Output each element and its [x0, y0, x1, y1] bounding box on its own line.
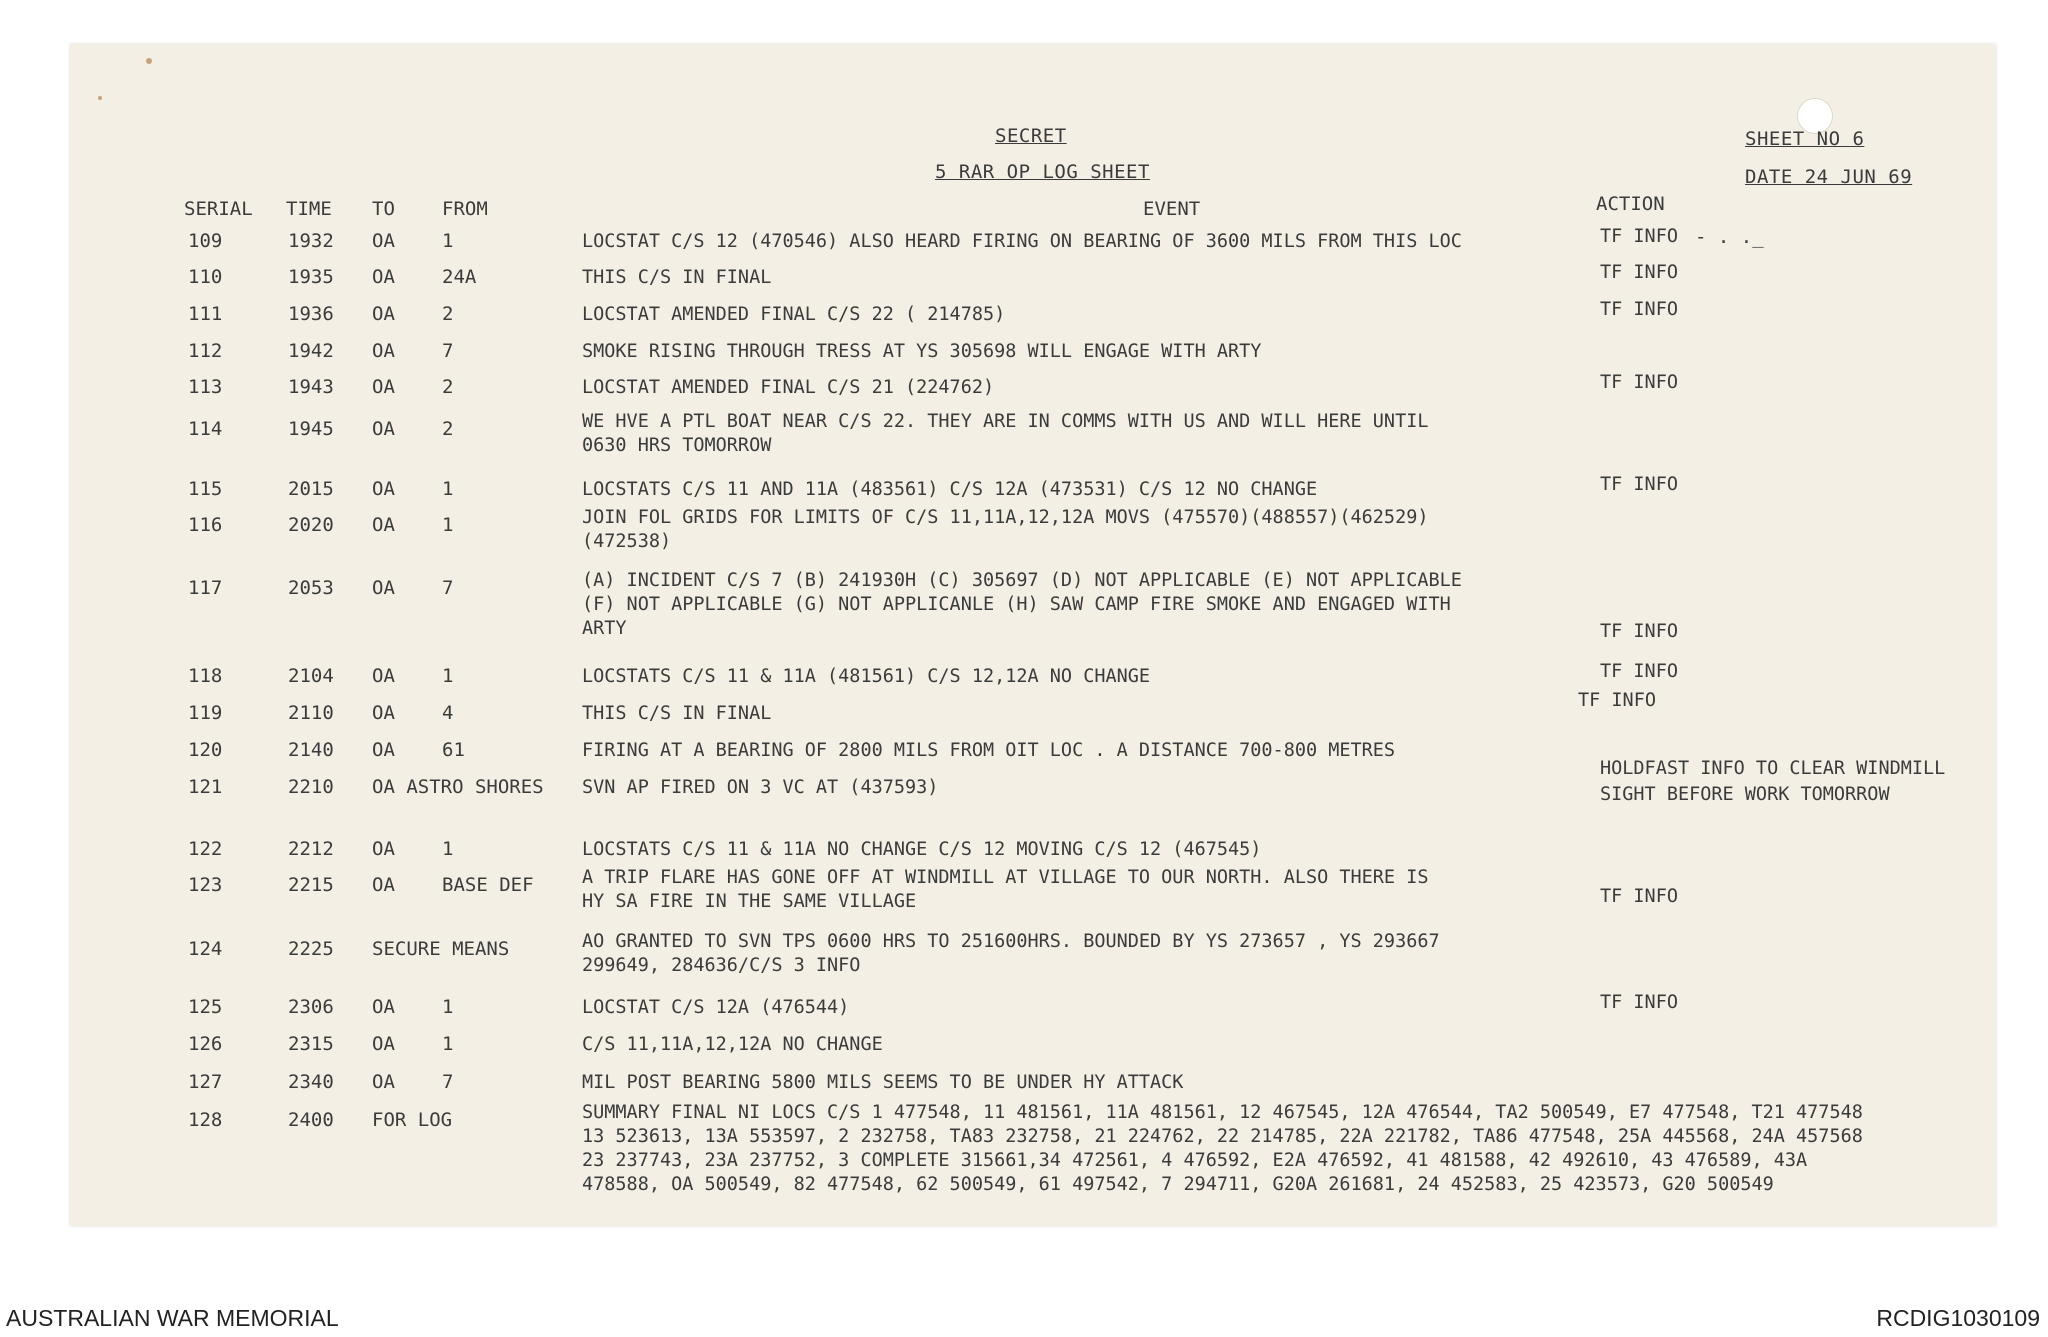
row-event-line: LOCSTAT AMENDED FINAL C/S 21 (224762) — [582, 377, 995, 398]
row-event-line: LOCSTAT C/S 12 (470546) ALSO HEARD FIRING ON BEARING OF 3600 MILS FROM THIS LOC — [582, 231, 1462, 252]
row-serial: 119 — [188, 702, 223, 724]
row-to: OA — [372, 303, 395, 325]
row-serial: 116 — [188, 514, 223, 536]
row-action — [1578, 688, 1656, 714]
row-time: 2210 — [288, 776, 334, 798]
row-serial: 120 — [188, 739, 223, 761]
row-action-line: TF INFO — [1600, 372, 1678, 393]
paper-stain — [98, 96, 102, 100]
row-action-line: TF INFO — [1600, 262, 1678, 283]
row-to: OA — [372, 874, 395, 896]
row-time: 1942 — [288, 340, 334, 362]
row-event — [582, 665, 1150, 689]
row-event-line: MIL POST BEARING 5800 MILS SEEMS TO BE UNDER HY ATTACK — [582, 1072, 1184, 1093]
row-time: 1936 — [288, 303, 334, 325]
log-sheet-title: 5 RAR OP LOG SHEET — [935, 161, 1150, 183]
row-event — [582, 776, 938, 800]
row-from: 1 — [442, 838, 454, 860]
row-from: 4 — [442, 702, 454, 724]
row-event-line: LOCSTAT AMENDED FINAL C/S 22 ( 214785) — [582, 304, 1006, 325]
row-from: BASE DEF — [442, 874, 534, 896]
row-from: 61 — [442, 739, 465, 761]
column-header-action: ACTION — [1596, 193, 1665, 215]
row-to: OA — [372, 1033, 395, 1055]
row-from: 1 — [442, 514, 454, 536]
row-to: OA — [372, 577, 395, 599]
row-action-line: TF INFO — [1600, 621, 1678, 642]
row-from: 2 — [442, 303, 454, 325]
row-time: 2110 — [288, 702, 334, 724]
row-serial: 123 — [188, 874, 223, 896]
row-action — [1600, 472, 1678, 498]
row-action-line: SIGHT BEFORE WORK TOMORROW — [1600, 784, 1890, 805]
row-event-line: FIRING AT A BEARING OF 2800 MILS FROM OIT LOC . A DISTANCE 700-800 METRES — [582, 740, 1396, 761]
row-event-line: SVN AP FIRED ON 3 VC AT (437593) — [582, 777, 939, 798]
row-event-line: (472538) — [582, 531, 672, 552]
row-serial: 127 — [188, 1071, 223, 1093]
column-header-time: TIME — [286, 198, 332, 220]
row-action-line: TF INFO — [1600, 299, 1678, 320]
row-to: OA — [372, 838, 395, 860]
row-from: 1 — [442, 478, 454, 500]
sheet-date: DATE 24 JUN 69 — [1745, 166, 1913, 188]
row-time: 1945 — [288, 418, 334, 440]
row-action — [1600, 260, 1678, 286]
row-to: OA — [372, 230, 395, 252]
row-serial: 113 — [188, 376, 223, 398]
column-header-to: TO — [372, 198, 395, 220]
row-serial: 110 — [188, 266, 223, 288]
row-action-line: TF INFO — [1600, 661, 1678, 682]
row-time: 2015 — [288, 478, 334, 500]
row-event — [582, 838, 1261, 862]
row-from: 2 — [442, 418, 454, 440]
row-serial: 122 — [188, 838, 223, 860]
row-action — [1600, 224, 1678, 250]
row-serial: 115 — [188, 478, 223, 500]
row-event-line: SMOKE RISING THROUGH TRESS AT YS 305698 WILL ENGAGE WITH ARTY — [582, 341, 1262, 362]
row-action-line: TF INFO — [1600, 992, 1678, 1013]
row-event — [582, 303, 1005, 327]
row-to: OA — [372, 376, 395, 398]
row-event — [582, 739, 1395, 763]
row-time: 1935 — [288, 266, 334, 288]
row-time: 2104 — [288, 665, 334, 687]
row-serial: 125 — [188, 996, 223, 1018]
row-serial: 109 — [188, 230, 223, 252]
row-event — [582, 478, 1317, 502]
row-event — [582, 702, 771, 726]
row-event-line: 0630 HRS TOMORROW — [582, 435, 772, 456]
row-event-line: LOCSTAT C/S 12A (476544) — [582, 997, 850, 1018]
row-event — [582, 230, 1462, 254]
row-to: OA — [372, 478, 395, 500]
row-action — [1600, 370, 1678, 396]
row-event — [582, 410, 1428, 458]
row-to: OA — [372, 739, 395, 761]
row-from: 2 — [442, 376, 454, 398]
row-to: OA ASTRO SHORES — [372, 776, 544, 798]
row-to: OA — [372, 418, 395, 440]
row-event — [582, 996, 849, 1020]
row-event-line: LOCSTATS C/S 11 AND 11A (483561) C/S 12A (473531) C/S 12 NO CHANGE — [582, 479, 1318, 500]
row-action — [1600, 884, 1678, 910]
row-event-line: (F) NOT APPLICABLE (G) NOT APPLICANLE (H) SAW CAMP FIRE SMOKE AND ENGAGED WITH — [582, 594, 1451, 615]
row-event-line: THIS C/S IN FINAL — [582, 267, 772, 288]
row-serial: 121 — [188, 776, 223, 798]
row-event-line: WE HVE A PTL BOAT NEAR C/S 22. THEY ARE IN COMMS WITH US AND WILL HERE UNTIL — [582, 411, 1429, 432]
row-to: SECURE MEANS — [372, 938, 510, 960]
row-event-line: JOIN FOL GRIDS FOR LIMITS OF C/S 11,11A,12,12A MOVS (475570)(488557)(462529) — [582, 507, 1429, 528]
row-event-line: C/S 11,11A,12,12A NO CHANGE — [582, 1034, 883, 1055]
row-event — [582, 1033, 883, 1057]
paper-stain — [146, 58, 152, 64]
row-time: 2020 — [288, 514, 334, 536]
row-event-line: 23 237743, 23A 237752, 3 COMPLETE 315661,34 472561, 4 476592, E2A 476592, 41 481588, 42 492610, 43 476589, 43A — [582, 1150, 1808, 1171]
classification-heading: SECRET — [995, 125, 1067, 147]
row-event-line: 478588, OA 500549, 82 477548, 62 500549, 61 497542, 7 294711, G20A 261681, 24 452583, 25 423573, G20 500549 — [582, 1174, 1774, 1195]
row-from: 24A — [442, 266, 477, 288]
row-from: 7 — [442, 1071, 454, 1093]
row-time: 2225 — [288, 938, 334, 960]
row-event-line: ARTY — [582, 618, 627, 639]
row-event-line: A TRIP FLARE HAS GONE OFF AT WINDMILL AT VILLAGE TO OUR NORTH. ALSO THERE IS — [582, 867, 1429, 888]
row-time: 2340 — [288, 1071, 334, 1093]
row-action — [1600, 297, 1678, 323]
row-event — [582, 506, 1428, 554]
row-event-line: SUMMARY FINAL NI LOCS C/S 1 477548, 11 481561, 11A 481561, 12 467545, 12A 476544, TA2 500549, E7 477548, T21 477548 — [582, 1102, 1863, 1123]
row-to: OA — [372, 340, 395, 362]
row-from: 7 — [442, 340, 454, 362]
row-event-line: 13 523613, 13A 553597, 2 232758, TA83 232758, 21 224762, 22 214785, 22A 221782, TA86 477548, 25A 445568, 24A 457568 — [582, 1126, 1863, 1147]
row-serial: 111 — [188, 303, 223, 325]
row-event-line: (A) INCIDENT C/S 7 (B) 241930H (C) 305697 (D) NOT APPLICABLE (E) NOT APPLICABLE — [582, 570, 1462, 591]
row-to: OA — [372, 514, 395, 536]
row-margin-mark: - . ._ — [1695, 226, 1764, 248]
row-event — [582, 340, 1261, 364]
row-serial: 126 — [188, 1033, 223, 1055]
column-header-event: EVENT — [1143, 198, 1201, 220]
column-header-serial: SERIAL — [184, 198, 253, 220]
row-event — [582, 866, 1428, 914]
row-action-line: TF INFO — [1600, 886, 1678, 907]
row-event — [582, 569, 1462, 641]
row-to: OA — [372, 996, 395, 1018]
row-from: 1 — [442, 230, 454, 252]
sheet-number: SHEET NO 6 — [1745, 128, 1865, 150]
row-event-line: THIS C/S IN FINAL — [582, 703, 772, 724]
row-event — [582, 376, 994, 400]
row-event-line: LOCSTATS C/S 11 & 11A (481561) C/S 12,12A NO CHANGE — [582, 666, 1151, 687]
row-event-line: HY SA FIRE IN THE SAME VILLAGE — [582, 891, 917, 912]
row-to: OA — [372, 266, 395, 288]
row-event-line: LOCSTATS C/S 11 & 11A NO CHANGE C/S 12 MOVING C/S 12 (467545) — [582, 839, 1262, 860]
archive-credit: AUSTRALIAN WAR MEMORIAL — [6, 1305, 339, 1331]
row-time: 2215 — [288, 874, 334, 896]
row-action — [1600, 659, 1678, 685]
row-serial: 128 — [188, 1109, 223, 1131]
row-from: 1 — [442, 996, 454, 1018]
row-to: OA — [372, 665, 395, 687]
row-time: 2053 — [288, 577, 334, 599]
row-time: 2315 — [288, 1033, 334, 1055]
row-event — [582, 930, 1440, 978]
row-event-line: AO GRANTED TO SVN TPS 0600 HRS TO 251600HRS. BOUNDED BY YS 273657 , YS 293667 — [582, 931, 1440, 952]
row-serial: 117 — [188, 577, 223, 599]
column-header-from: FROM — [442, 198, 488, 220]
row-action-line: HOLDFAST INFO TO CLEAR WINDMILL — [1600, 758, 1946, 779]
row-to: OA — [372, 1071, 395, 1093]
row-action-line: TF INFO — [1578, 690, 1656, 711]
row-action-line: TF INFO — [1600, 226, 1678, 247]
row-from: 7 — [442, 577, 454, 599]
row-to: OA — [372, 702, 395, 724]
archive-id: RCDIG1030109 — [1876, 1305, 2040, 1331]
row-from: 1 — [442, 1033, 454, 1055]
row-action-line: TF INFO — [1600, 474, 1678, 495]
row-time: 2212 — [288, 838, 334, 860]
row-time: 2306 — [288, 996, 334, 1018]
row-from: 1 — [442, 665, 454, 687]
row-serial: 114 — [188, 418, 223, 440]
row-serial: 118 — [188, 665, 223, 687]
row-time: 2400 — [288, 1109, 334, 1131]
row-serial: 124 — [188, 938, 223, 960]
row-to: FOR LOG — [372, 1109, 453, 1131]
row-action — [1600, 990, 1678, 1016]
row-time: 1943 — [288, 376, 334, 398]
row-event — [582, 266, 771, 290]
row-event-line: 299649, 284636/C/S 3 INFO — [582, 955, 861, 976]
row-event — [582, 1071, 1183, 1095]
row-time: 1932 — [288, 230, 334, 252]
row-action — [1600, 756, 1945, 808]
row-serial: 112 — [188, 340, 223, 362]
row-time: 2140 — [288, 739, 334, 761]
row-action — [1600, 619, 1678, 645]
row-event — [582, 1101, 1863, 1197]
